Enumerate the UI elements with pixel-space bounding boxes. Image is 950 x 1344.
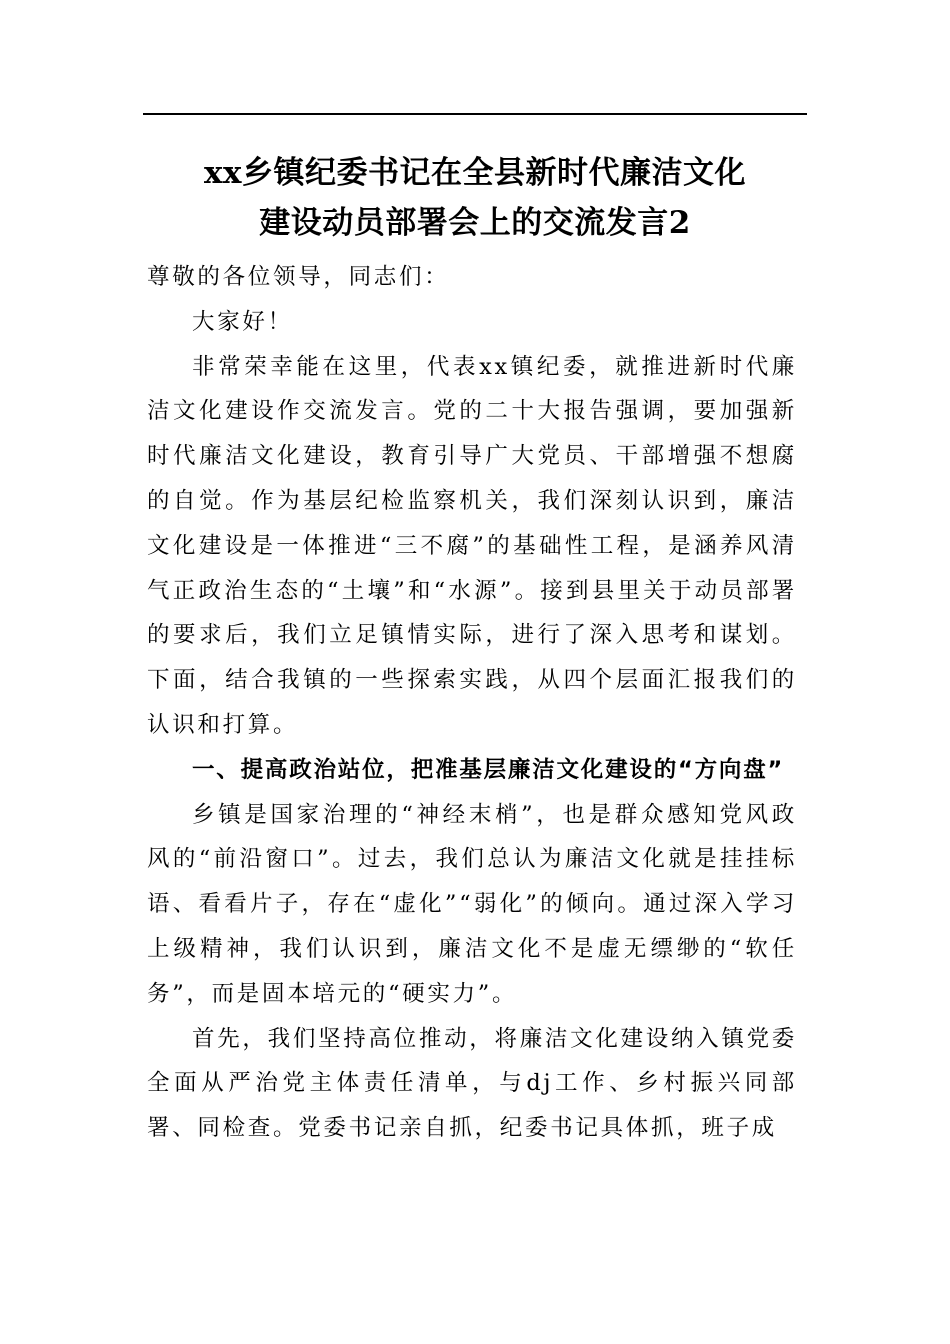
greeting: 大家好！ bbox=[192, 308, 293, 335]
intro-paragraph: 非常荣幸能在这里，代表xx镇纪委，就推进新时代廉洁文化建设作交流发言。党的二十大报告强调，要加强新时代廉洁文化建设，教育引导广大党员、干部增强不想腐的自觉。作为基层纪检监察机关，我们深刻认识到，廉洁文化建设是一体推进“三不腐”的基础性工程，是涵养风清气正政治生态的“土壤”和“水源”。接到县里关于动员部署的要求后，我们立足镇情实际，进行了深入思考和谋划。下面，结合我镇的一些探索实践，从四个层面汇报我们的认识和打算。 bbox=[147, 353, 797, 738]
salutation: 尊敬的各位领导，同志们： bbox=[147, 264, 450, 290]
section-1-paragraph-2: 首先，我们坚持高位推动，将廉洁文化建设纳入镇党委全面从严治党主体责任清单，与dj工作、乡村振兴同部署、同检查。党委书记亲自抓，纪委书记具体抓，班子成 bbox=[147, 1025, 797, 1142]
header-rule bbox=[143, 113, 807, 115]
document-title bbox=[143, 148, 807, 248]
document-body bbox=[147, 255, 797, 1151]
section-1-paragraph-1: 乡镇是国家治理的“神经末梢”，也是群众感知党风政风的“前沿窗口”。过去，我们总认为廉洁文化就是挂挂标语、看看片子，存在“虚化”“弱化”的倾向。通过深入学习上级精神，我们认识到，廉洁文化不是虚无缥缈的“软任务”，而是固本培元的“硬实力”。 bbox=[147, 801, 797, 1007]
title-line-1: xx乡镇纪委书记在全县新时代廉洁文化 bbox=[204, 155, 746, 191]
title-line-2: 建设动员部署会上的交流发言2 bbox=[259, 205, 691, 241]
section-heading-1: 一、提高政治站位，把准基层廉洁文化建设的“方向盘” bbox=[192, 756, 785, 783]
